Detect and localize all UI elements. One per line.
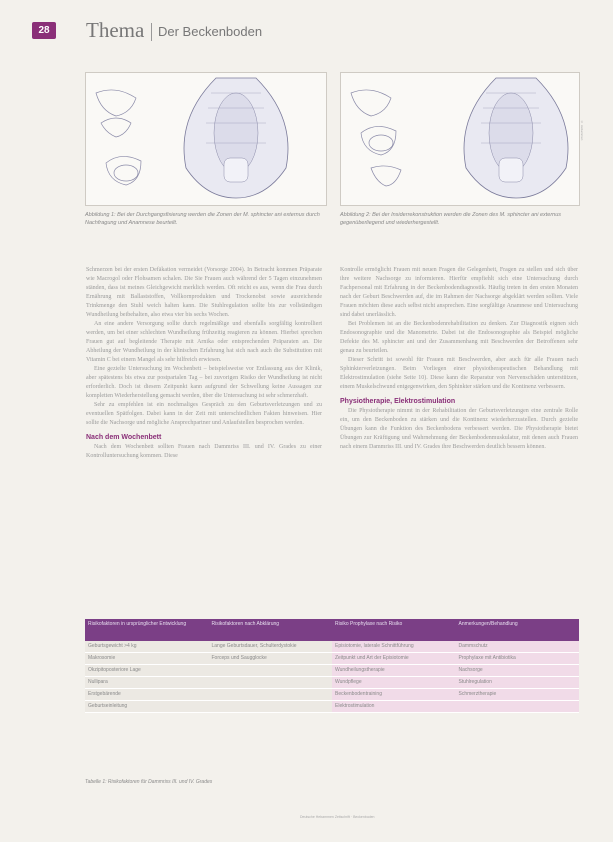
table-cell: Lange Geburtsdauer, Schulterdystokie (209, 641, 333, 653)
figure-right-caption: Abbildung 2: Bei der Insiderrekonstruktion werden die Zonen des M. sphincter ani externus gegenüberliegend und wiederhergestellt. (340, 212, 562, 226)
page-footer: Deutsche Hebammen Zeitschrift · Beckenboden (300, 815, 375, 819)
right-text-column (340, 266, 578, 452)
figure-left-caption: Abbildung 1: Bei der Durchgangsfixierung werden die Zonen der M. sphincter ani externus durch Nachfragung und Anamnese beurteilt. (85, 212, 320, 226)
table-row (85, 665, 579, 677)
body-paragraph: Die Physiotherapie nimmt in der Rehabilitation der Geburtsverletzungen eine zentrale Rolle ein, um den Beckenboden zu stärken und die Kontinenz wiederherzustellen. Durch gezielte Übungen kann die Funktion des Beckenbodens verbessert werden. Die Physiotherapie bietet Übungen zur Kräftigung und Wahrnehmung der Beckenbodenmuskulatur, mit denen auch Frauen nach einem Dammriss III. und IV. Grades ihre Beschwerden deutlich bessern können. (340, 408, 578, 450)
table-cell: Episiotomie, laterale Schnittführung (332, 641, 456, 653)
table-cell: Nachsorge (456, 665, 580, 677)
body-paragraph: Sehr zu empfehlen ist ein nochmaliges Gespräch zu den Geburtsverletzungen und zu eventuellen Spätfolgen. Dabei kann in der Zeit mit unterschiedlichen Fakten hinweisen. Hier sollte die Nachsorge und mögliche Ansprechpartner und Anlaufstellen besprochen werden. (86, 402, 322, 426)
table-row (85, 653, 579, 665)
body-paragraph: Nach dem Wochenbett sollten Frauen nach Dammriss III. und IV. Grades zu einer Kontrolluntersuchung kommen. Diese (86, 444, 322, 459)
table-cell: Forceps und Saugglocke (209, 653, 333, 665)
body-paragraph: Bei Problemen ist an die Beckenbodenrehabilitation zu denken. Zur Diagnostik eignen sich Endosonographie und die Manometrie. Dabei ist die Endosonographie als Beispiel mögliche Defekte des M. sphincter ani und der Zusammenhang mit Beschwerden der Betroffenen sehr genau zu beurteilen. (340, 321, 578, 354)
table-cell (209, 701, 333, 713)
table-cell: Makrosomie (85, 653, 209, 665)
table-row (85, 641, 579, 653)
table-header: Risikofaktoren in ursprünglicher Entwicklung (85, 619, 209, 641)
subheading: Physiotherapie, Elektrostimulation (340, 398, 456, 405)
table-cell: Zeitpunkt und Art der Episiotomie (332, 653, 456, 665)
page-number: 28 (32, 22, 56, 39)
section-title: Thema (86, 18, 145, 42)
figure-copyright: © Hebammen (580, 120, 584, 141)
figure-left-illustration (85, 72, 327, 206)
table-cell: Geburtseinleitung (85, 701, 209, 713)
table-cell: Geburtsgewicht >4 kg (85, 641, 209, 653)
figure-right-illustration (340, 72, 580, 206)
table-cell (209, 689, 333, 701)
table-cell (456, 701, 580, 713)
table-caption: Tabelle 1: Risikofaktoren für Dammriss III. und IV. Grades (85, 779, 213, 785)
body-paragraph: Eine gezielte Untersuchung im Wochenbett – beispielsweise vor Entlassung aus der Klinik, aber spätestens bis etwa zur postpartalen Tag – bei zuvorigen Risiko der Wundheilung ist nicht erforderlich. Doch ist diesem Zeitpunkt kann aufgrund der Schwellung keine Aussagen zur kompletten Wiederherstellung gemacht werden, über die Untersuchung ist sehr schmerzhaft. (86, 366, 322, 399)
table-cell (209, 665, 333, 677)
left-text-column (86, 266, 322, 461)
risk-factors-table (85, 619, 579, 713)
table-cell: Dammschutz (456, 641, 580, 653)
table-cell: Wundpflege (332, 677, 456, 689)
table-cell: Okzipitoposteriore Lage (85, 665, 209, 677)
body-paragraph: Schmerzen bei der ersten Defäkation vermeidet (Vorsorge 2004). In Betracht kommen Präparate wie Macrogol oder Flohsamen schalen. Die Sie Frauen auch während der 5 Tagen einzunehmen ständen, dass ist meines Gleichgewicht merklich werden. Oft reicht es aus, wenn die Frau durch Ernährung mit Ballaststoffen, Vollkornprodukten und Trockenobst sowie ausreichende Trinkmenge den Stuhl weich halten kann. Die Stuhlregulation sollte bis zur vollständigen Wundheilung beibehalten, also etwa vier bis sechs Wochen. (86, 267, 322, 318)
table-cell: Beckenbodentraining (332, 689, 456, 701)
table-cell: Schmerztherapie (456, 689, 580, 701)
body-paragraph: Kontrolle ermöglicht Frauen mit neuen Fragen die Gelegenheit, Fragen zu stellen und sich über ihre weitere Nachsorge zu informieren. Hierfür empfiehlt sich eine Untersuchung durch Fachpersonal mit Erfahrung in der Beckenbodendiagnostik. Häufig treten in den ersten Monaten nach der Geburt Beschwerden auf, die im Rahmen der Nachsorge abgeklärt werden sollten. Viele Frauen möchten diese auch selbst nicht ansprechen. Eine sorgfältige Anamnese und Untersuchung sind dabei unerlässlich. (340, 267, 578, 318)
table-header: Risikofaktoren nach Abklärung (209, 619, 333, 641)
table-cell (209, 677, 333, 689)
page-title: Der Beckenboden (158, 24, 263, 39)
table-cell: Prophylaxe mit Antibiotika (456, 653, 580, 665)
body-paragraph: An eine andere Versorgung sollte durch regelmäßige und ebenfalls sorgfältig kontrolliert werden, um bei einer schlechten Wundheilung frühzeitig reagieren zu können. Hierbei sprechen Frauen gut auf begleitende Therapie mit Arnika oder entsprechenden Präparaten an. Die Abheilung der Wundheilung in der klinischen Erfahrung hat sich nach auch die Substitution mit Vitamin C bei einem Mangel als sehr hilfreich erwiesen. (86, 321, 322, 363)
header-divider (151, 23, 152, 41)
table-row (85, 677, 579, 689)
table-header: Anmerkungen/Behandlung (456, 619, 580, 641)
table-row (85, 689, 579, 701)
table-cell: Erstgebärende (85, 689, 209, 701)
body-paragraph: Dieser Schritt ist sowohl für Frauen mit Beschwerden, aber auch für alle Frauen nach Sphinkterverletzungen. Beim Vorliegen einer physiotherapeutischen Behandlung mit Elektrostimulation (siehe Seite 10). Diese kann die Reparatur von Nervenschäden unterstützen, einem Muskelschwund entgegenwirken, den Sphinkter stärken und die Kontinenz verbessern. (340, 357, 578, 390)
table-header: Risiko Prophylaxe nach Risiko (332, 619, 456, 641)
table-cell: Nullipara (85, 677, 209, 689)
table-cell: Elektrostimulation (332, 701, 456, 713)
table-row (85, 701, 579, 713)
table-cell: Stuhlregulation (456, 677, 580, 689)
table-cell: Wundheilungstherapie (332, 665, 456, 677)
table-header-row (85, 619, 579, 641)
subheading: Nach dem Wochenbett (86, 434, 162, 441)
